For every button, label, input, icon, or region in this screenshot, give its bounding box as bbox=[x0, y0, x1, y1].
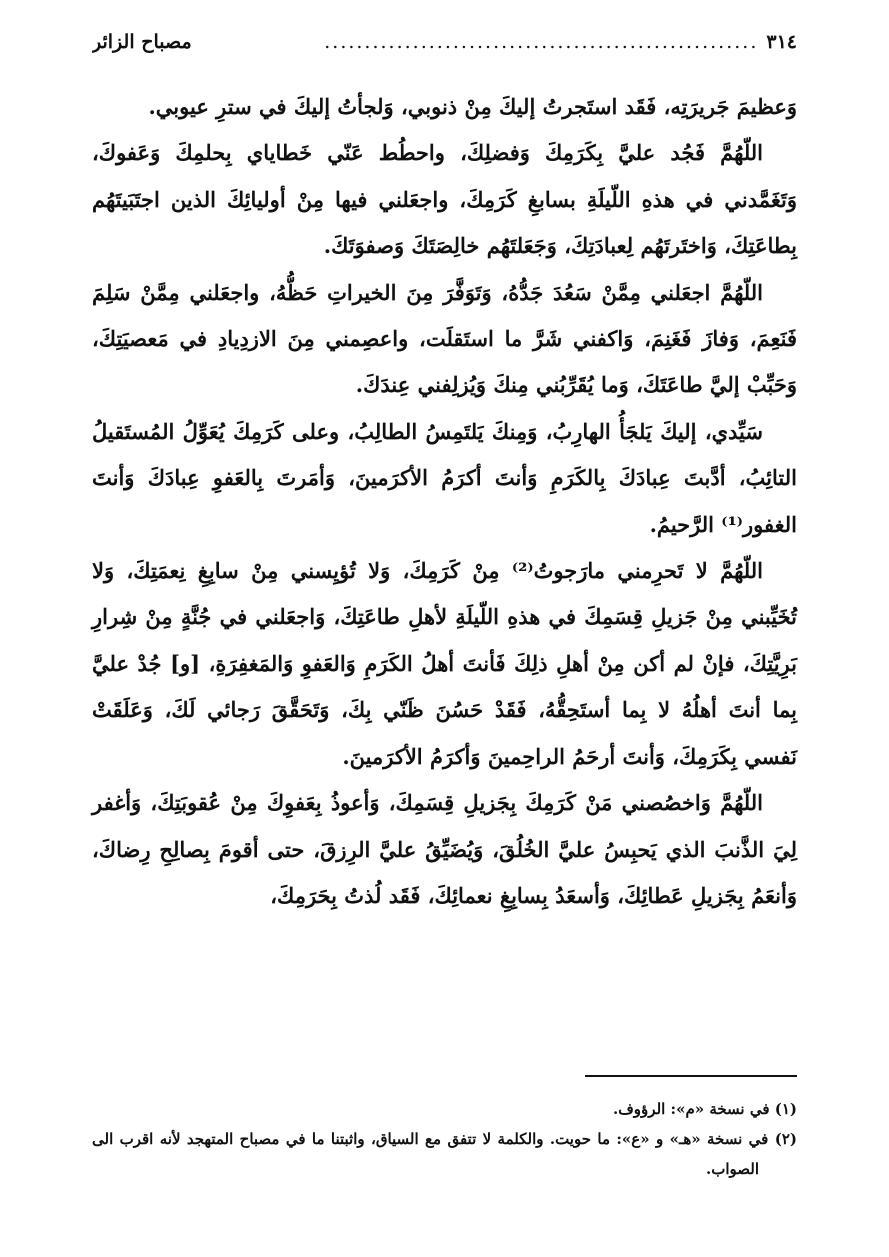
paragraph-5: اللّهُمَّ لا تَحرِمني مارَجوتُ⁽²⁾ مِنْ كَرَمِكَ، وَلا تُؤيِسني مِنْ سابِغِ نِعمَتِكَ، وَلا تُخَيِّبني مِنْ جَزيلِ قِسَمِكَ في هذهِ اللّيلَةِ لأهلِ طاعَتِكَ، وَاجعَلني في جُنَّةٍ مِنْ شِرارِ بَرِيَّتِكَ، فإنْ لم أكن مِنْ أهلِ ذلِكَ فَأنتَ أهلُ الكَرَمِ وَالعَفوِ وَالمَغفِرَةِ، [و] جُدْ عليَّ بِما أنتَ أهلُهُ لا بِما أستَحِقُّهُ، فَقَدْ حَسُنَ ظَنّي بِكَ، وَتَحَقَّقَ رَجائي لَكَ، وَعَلَقَتْ نَفسي بِكَرَمِكَ، وَأنتَ أرحَمُ الراحِمينَ وَأكرَمُ الأكرَمينَ. bbox=[92, 558, 797, 769]
paragraph-4: سَيِّدي، إليكَ يَلجَأُ الهارِبُ، وَمِنكَ يَلتَمِسُ الطالِبُ، وعلى كَرَمِكَ يُعَوِّلُ المُستَقيلُ التائِبُ، أدَّبتَ عِبادَكَ بِالكَرَمِ وَأنتَ أكرَمُ الأكرَمينَ، وَأمَرتَ بِالعَفوِ عِبادَكَ وَأنتَ الغفور⁽¹⁾ الرَّحيمُ. bbox=[92, 418, 797, 537]
footnote-separator bbox=[585, 1075, 797, 1077]
footnote-1: (١) في نسخة «م»: الرؤوف. bbox=[613, 1100, 797, 1118]
footnotes bbox=[92, 1094, 797, 1184]
page-number: ٣١٤ bbox=[766, 31, 797, 53]
running-title: مصباح الزائر bbox=[92, 31, 192, 53]
paragraph-3: اللّهُمَّ اجعَلني مِمَّنْ سَعُدَ جَدُّهُ، وَتَوَفَّرَ مِنَ الخيراتِ حَظُّهُ، واجعَلني مِمَّنْ سَلِمَ فَنَعِمَ، وَفازَ فَغَنِمَ، وَاكفني شَرَّ ما استَقلَت، واعصِمني مِنَ الازدِيادِ في مَعصيَتِكَ، وَحَبِّبْ إليَّ طاعَتَكَ، وَما يُقَرِّبُني مِنكَ وَيُزلِفني عِندَكَ. bbox=[92, 279, 797, 398]
paragraph-1: وَعظيمَ جَريرَتِه، فَقَد استَجرتُ إليكَ مِنْ ذنوبي، وَلجأتُ إليكَ في سترِ عيوبي. bbox=[148, 94, 797, 119]
page-header bbox=[92, 26, 797, 58]
paragraph-2: اللّهُمَّ فَجُد عليَّ بِكَرَمِكَ وَفضلِكَ، واحطُط عَنّي خَطاياي بِحلمِكَ وَعَفوكَ، وَتَغَمَّدني في هذهِ اللّيلَةِ بسابغِ كَرَمِكَ، واجعَلني فيها مِنْ أوليائِكَ الذين اجتَبَيتَهُم بِطاعَتِكَ، وَاختَرتَهُم لِعبادَتِكَ، وَجَعَلتَهُم خالِصَتَكَ وَصفوَتَكَ. bbox=[92, 140, 797, 259]
footnote-2: (٢) في نسخة «هـ» و «ع»: ما حويت. والكلمة لا تتفق مع السياق، واثبتنا ما في مصباح المتهجد لأنه اقرب الى الصواب. bbox=[92, 1130, 797, 1178]
main-text bbox=[92, 84, 797, 919]
header-leader-dots: ...................................................... bbox=[324, 31, 759, 53]
paragraph-6: اللّهُمَّ وَاخصُصني مَنْ كَرَمِكَ بِجَزيلِ قِسَمِكَ، وَأعوذُ بِعَفوِكَ مِنْ عُقوبَتِكَ، وَأغفر لِيَ الذَّنبَ الذي يَحبِسُ عليَّ الخُلُقَ، وَيُضَيِّقُ عليَّ الرِزقَ، حتى أقومَ بِصالِحِ رِضاكَ، وَأنعَمُ بِجَزيلِ عَطائِكَ، وَأسعَدُ بِسابِغِ نعمائِكَ، فَقَد لُذتُ بِحَرَمِكَ، bbox=[92, 790, 797, 908]
